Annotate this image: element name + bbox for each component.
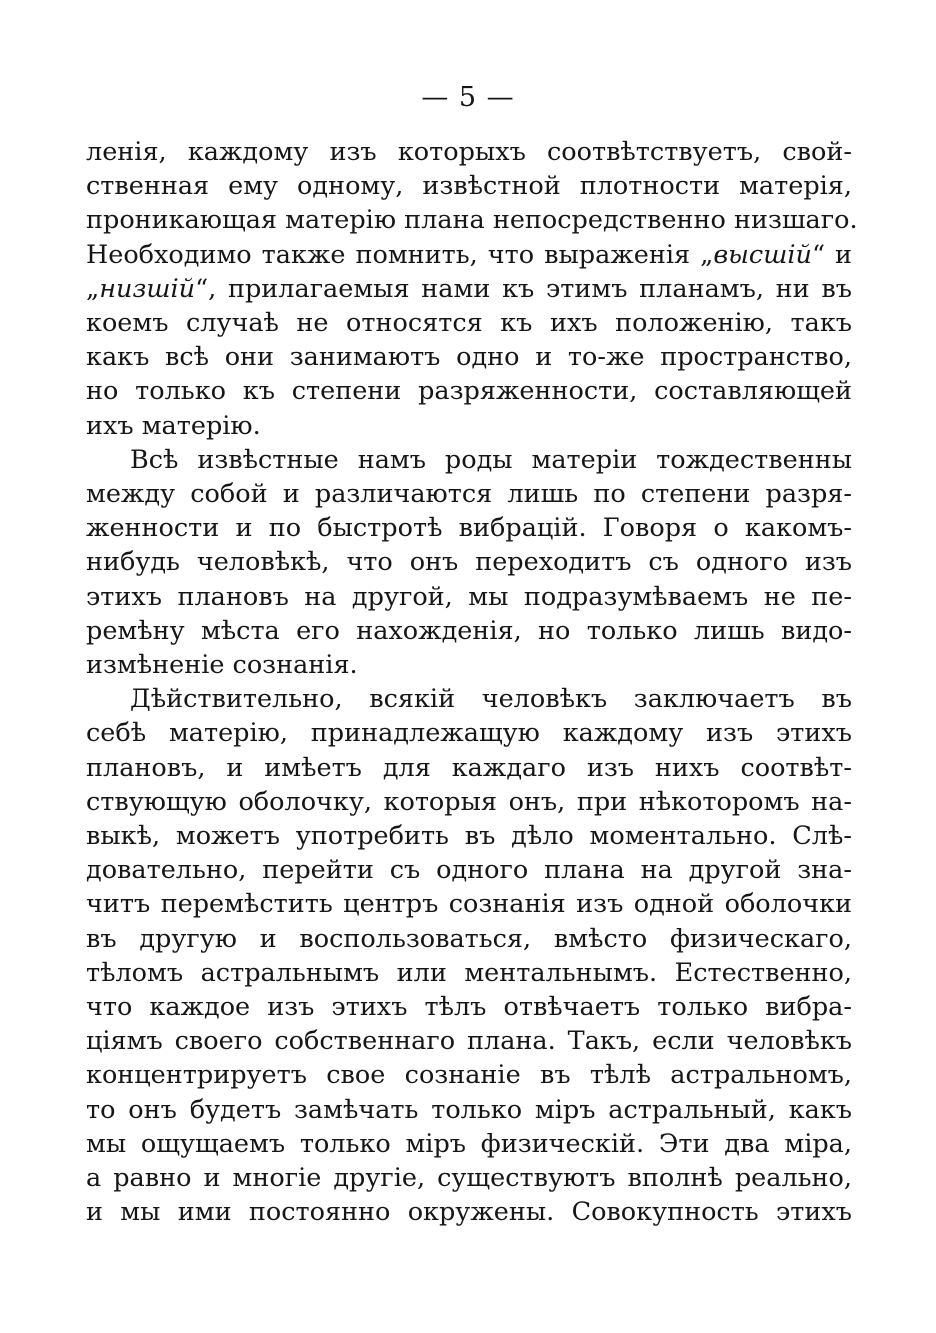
text-line: тѣломъ астральнымъ или ментальнымъ. Естественно, [86, 957, 852, 988]
paragraph-1 [86, 135, 858, 443]
text-line: то онъ будетъ замѣчать только міръ астральный, какъ [86, 1094, 852, 1125]
italic-term: низшій [99, 273, 196, 304]
text-line: коемъ случаѣ не относятся къ ихъ положенію, такъ [86, 308, 852, 339]
text-line: ихъ матерію. [86, 410, 261, 441]
text-line: „низшій“, прилагаемыя нами къ этимъ планамъ, ни въ [86, 273, 852, 304]
text-line: ственная ему одному, извѣстной плотности матерія, [86, 171, 852, 202]
text-line: и мы ими постоянно окружены. Совокупность этихъ [86, 1197, 852, 1228]
text-line: ремѣну мѣста его нахожденія, но только лишь видо- [86, 615, 852, 646]
text-line: плановъ, и имѣетъ для каждаго изъ нихъ соотвѣт- [86, 752, 852, 783]
text-line: этихъ плановъ на другой, мы подразумѣваемъ не пе- [86, 581, 852, 612]
text-line: Всѣ извѣстные намъ роды матеріи тождественны [130, 444, 852, 475]
paragraph-3 [86, 682, 852, 1229]
text-line: между собой и различаются лишь по степени разря- [86, 479, 852, 510]
body-text [86, 135, 858, 1230]
text-line: нибудь человѣкѣ, что онъ переходитъ съ одного изъ [86, 547, 852, 578]
text-line: Необходимо также помнить, что выраженія „высшій“ и [86, 239, 853, 270]
text-line: но только къ степени разряженности, составляющей [86, 376, 852, 407]
text-line: концентрируетъ свое сознаніе въ тѣлѣ астральномъ, [86, 1060, 852, 1091]
text-line: женности и по быстротѣ вибрацій. Говоря о какомъ- [86, 513, 852, 544]
text-line: какъ всѣ они занимаютъ одно и то-же пространство, [86, 342, 852, 373]
text-line: ленія, каждому изъ которыхъ соотвѣтствуетъ, свой- [86, 137, 852, 167]
text-line: проникающая матерію плана непосредственно низшаго. [86, 205, 858, 236]
text-line: измѣненіе сознанія. [86, 650, 358, 681]
text-line: себѣ матерію, принадлежащую каждому изъ этихъ [86, 718, 852, 749]
paragraph-2 [86, 443, 852, 682]
text-line: ствующую оболочку, которыя онъ, при нѣкоторомъ на- [86, 786, 852, 817]
text-line: мы ощущаемъ только міръ физическій. Эти два міра, [86, 1128, 852, 1159]
text-line: а равно и многіе другіе, существуютъ вполнѣ реально, [86, 1163, 852, 1194]
text-line: выкѣ, можетъ употребить въ дѣло моментально. Слѣ- [86, 821, 852, 852]
text-line: Дѣйствительно, всякій человѣкъ заключаетъ въ [130, 684, 852, 715]
text-line: въ другую и воспользоваться, вмѣсто физическаго, [86, 923, 852, 954]
page-number: — 5 — [421, 82, 515, 113]
text-line: читъ перемѣстить центръ сознанія изъ одной оболочки [86, 889, 852, 920]
italic-term: высшій [713, 239, 812, 270]
text-line: ціямъ своего собственнаго плана. Такъ, если человѣкъ [86, 1026, 852, 1057]
text-line: что каждое изъ этихъ тѣлъ отвѣчаетъ только вибра- [86, 992, 852, 1023]
text-line: довательно, перейти съ одного плана на другой зна- [86, 855, 852, 886]
